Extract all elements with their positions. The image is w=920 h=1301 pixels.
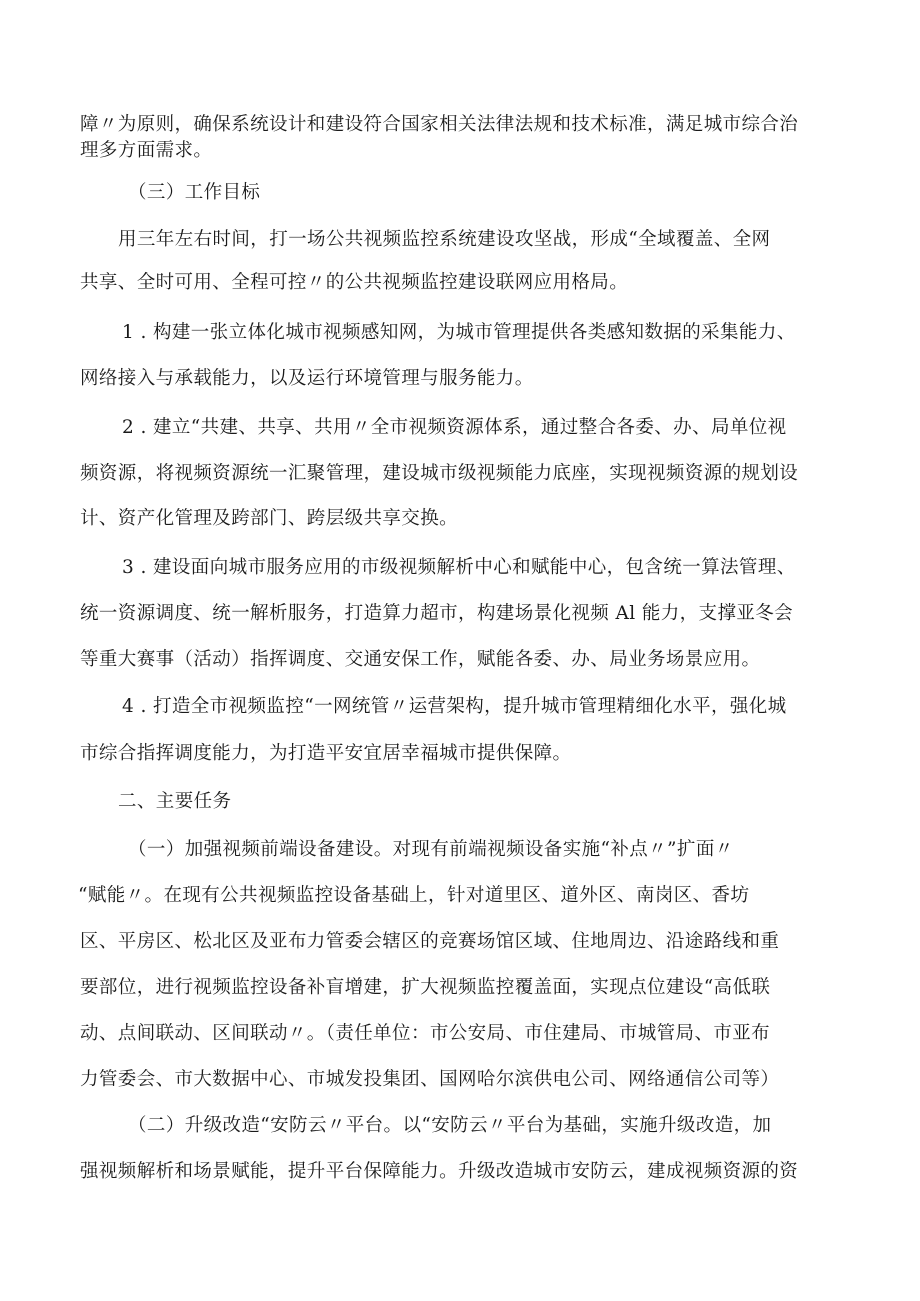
text-line: 强视频解析和场景赋能，提升平台保障能力。升级改造城市安防云，建成视频资源的资 [80, 1161, 799, 1182]
text-line: 统一资源调度、统一解析服务，打造算力超市，构建场景化视频 Al 能力，支撑亚冬会 [80, 603, 794, 624]
text-line: 区、平房区、松北区及亚布力管委会辖区的竞赛场馆区域、住地周边、沿途路线和重 [80, 931, 780, 952]
text-line: 2 . 建立“共建、共享、共用〃全市视频资源体系，通过整合各委、办、局单位视 [122, 417, 787, 438]
text-line: 要部位，进行视频监控设备补盲增建，扩大视频监控覆盖面，实现点位建设“高低联 [80, 977, 771, 998]
text-line: 理多方面需求。 [80, 140, 213, 161]
text-line: 计、资产化管理及跨部门、跨层级共享交换。 [80, 508, 459, 529]
text-line: （二）升级改造“安防云〃平台。以“安防云〃平台为基础，实施升级改造，加 [128, 1115, 772, 1136]
text-line: 障〃为原则，确保系统设计和建设符合国家相关法律法规和技术标准，满足城市综合治 [80, 114, 799, 135]
text-line: 4 . 打造全市视频监控“一网统管〃运营架构，提升城市管理精细化水平，强化城 [122, 696, 787, 717]
text-line: 力管委会、市大数据中心、市城发投集团、国网哈尔滨供电公司、网络通信公司等） [80, 1069, 780, 1090]
text-line: （一）加强视频前端设备建设。对现有前端视频设备实施“补点〃”扩面〃 [128, 839, 734, 860]
text-line: “赋能〃。在现有公共视频监控设备基础上，针对道里区、道外区、南岗区、香坊 [78, 885, 750, 906]
text-line: 共享、全时可用、全程可控〃的公共视频监控建设联网应用格局。 [80, 272, 629, 293]
text-line: 3 . 建设面向城市服务应用的市级视频解析中心和赋能中心，包含统一算法管理、 [122, 557, 796, 578]
text-line: 等重大赛事（活动）指挥调度、交通安保工作，赋能各委、办、局业务场景应用。 [80, 649, 761, 670]
text-line: 网络接入与承载能力，以及运行环境管理与服务能力。 [80, 368, 534, 389]
text-line: 1 . 构建一张立体化城市视频感知网，为城市管理提供各类感知数据的采集能力、 [122, 322, 796, 343]
text-line: 频资源，将视频资源统一汇聚管理，建设城市级视频能力底座，实现视频资源的规划设 [80, 463, 799, 484]
section-heading: 二、主要任务 [118, 791, 232, 812]
text-line: 用三年左右时间，打一场公共视频监控系统建设攻坚战，形成“全域覆盖、全网 [118, 229, 771, 250]
text-line: 动、点间联动、区间联动〃。（责任单位：市公安局、市住建局、市城管局、市亚布 [80, 1023, 771, 1044]
section-heading: （三）工作目标 [128, 182, 261, 203]
text-line: 市综合指挥调度能力，为打造平安宜居幸福城市提供保障。 [80, 743, 572, 764]
